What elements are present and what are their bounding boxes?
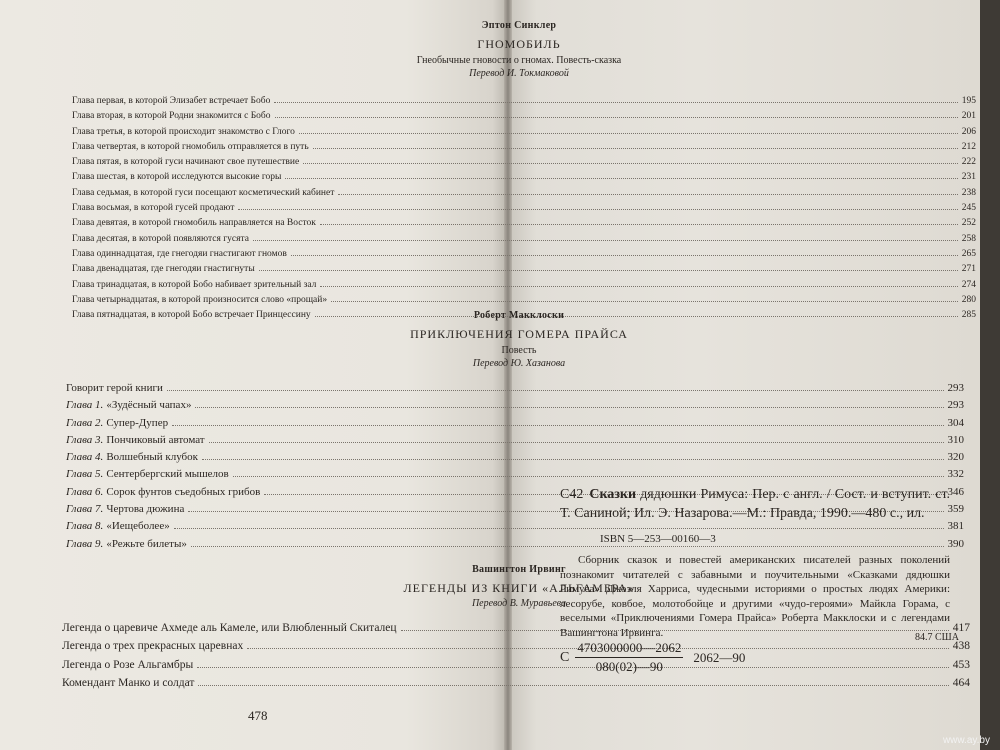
dot-leader <box>238 209 957 210</box>
dot-leader <box>274 102 957 103</box>
entry-page: 201 <box>961 111 976 122</box>
entry-title: Глава пятая, в которой гуси начинают свое путешествие <box>72 157 300 168</box>
toc-entry <box>72 111 976 126</box>
entry-title: Сентербергский мышелов <box>106 468 229 481</box>
entry-page: 310 <box>947 433 964 446</box>
entry-title: Глава пятнадцатая, в которой Бобо встречает Принцессину <box>72 310 311 321</box>
toc-entry <box>72 249 976 264</box>
toc-entry <box>72 96 976 111</box>
dot-leader <box>285 178 957 179</box>
toc-entry <box>62 677 970 695</box>
chapter-number: Глава 8. <box>66 520 104 533</box>
formula-code: 2062—90 <box>693 649 746 665</box>
entry-page: 222 <box>961 157 976 168</box>
author-name: Роберт Макклоски <box>473 310 565 321</box>
entry-page: 464 <box>952 676 970 689</box>
toc-entry <box>72 295 976 310</box>
entry-title: «Зудёсный чапах» <box>106 399 192 412</box>
formula-fraction <box>575 640 683 675</box>
toc-entry <box>62 659 970 677</box>
page-number: 478 <box>248 708 268 723</box>
formula-numerator: 4703000000—2062 <box>575 640 683 658</box>
translator: Перевод В. Муравьева <box>471 598 567 609</box>
section-mccloskey <box>60 310 978 369</box>
toc-entry <box>72 188 976 203</box>
entry-title: Глава шестая, в которой исследуются высокие горы <box>72 172 282 183</box>
watermark: www.ay.by <box>942 735 990 746</box>
translator: Перевод Ю. Хазанова <box>472 358 566 369</box>
toc-entry <box>72 172 976 187</box>
dot-leader <box>195 407 943 408</box>
entry-page: 195 <box>961 96 976 106</box>
toc-entry <box>66 451 964 468</box>
entry-title: «Иещеболее» <box>106 520 170 533</box>
chapter-number: Глава 1. <box>66 399 104 412</box>
entry-title: Говорит герой книги <box>66 382 163 394</box>
entry-page: 346 <box>947 485 964 498</box>
entry-title: Глава седьмая, в которой гуси посещают косметический кабинет <box>72 187 335 198</box>
entry-title: Глава четвертая, в которой гномобиль отправляется в путь <box>72 141 309 152</box>
entry-title: Глава восьмая, в которой гусей продают <box>72 203 235 214</box>
toc-entry <box>72 264 976 279</box>
chapter-number: Глава 6. <box>66 485 104 498</box>
entry-title: Легенда о трех прекрасных царевнах <box>62 640 244 653</box>
classification-code: С42 <box>560 487 584 502</box>
toc-entry <box>72 234 976 249</box>
toc-entry <box>72 203 976 218</box>
dot-leader <box>299 133 958 134</box>
catalog-card <box>560 485 950 640</box>
translator: Перевод И. Токмаковой <box>469 68 569 79</box>
entry-title: Легенда о царевиче Ахмеде аль Камеле, или Влюбленный Скиталец <box>62 622 397 634</box>
entry-title: Комендант Манко и солдат <box>62 676 195 689</box>
work-subtitle: Гнеобычные гновости о гномах. Повесть-сказка <box>416 55 622 66</box>
entry-page: 293 <box>947 382 964 394</box>
entry-page: 332 <box>947 468 964 481</box>
entry-page: 238 <box>961 187 976 198</box>
catalog-formula <box>560 640 745 675</box>
dot-leader <box>198 685 948 686</box>
formula-denominator: 080(02)—90 <box>595 659 663 674</box>
book-title: Сказки <box>589 487 637 502</box>
entry-page: 274 <box>961 279 976 290</box>
annotation: Сборник сказок и повестей американских писателей разных поколений познакомит читателей с забавными и поучительными «Сказками дядюшки Римуса» Джоэля Харриса, чудесными историями о простых людях Америки: лесорубе, ковбое, молотобойце и другими «чудо-героями» Майкла Горама, с веселыми «Приключениями Гомера Прайса» Роберта Макклоски и с легендами Вашингтона Ирвинга. <box>560 554 950 639</box>
toc-entry <box>72 142 976 157</box>
entry-title: Глава первая, в которой Элизабет встречает Бобо <box>72 96 271 106</box>
author-name: Эптон Синклер <box>481 20 557 31</box>
entry-page: 231 <box>961 172 976 183</box>
entry-page: 252 <box>961 218 976 229</box>
dot-leader <box>202 459 944 460</box>
chapter-number: Глава 2. <box>66 416 104 429</box>
toc-entry <box>72 157 976 172</box>
dot-leader <box>233 476 944 477</box>
chapter-number: Глава 3. <box>66 433 104 446</box>
entry-page: 206 <box>961 126 976 137</box>
entry-title: Легенда о Розе Альгамбры <box>62 658 194 671</box>
dot-leader <box>209 442 944 443</box>
toc-entry <box>66 417 964 434</box>
toc-entry <box>66 434 964 451</box>
entry-page: 280 <box>961 294 976 305</box>
entry-page: 271 <box>961 264 976 275</box>
entry-title: Глава десятая, в которой появляются гусята <box>72 233 249 244</box>
entry-page: 453 <box>952 658 970 671</box>
dot-leader <box>259 270 958 271</box>
dot-leader <box>313 148 958 149</box>
dot-leader <box>320 286 957 287</box>
entry-title: Волшебный клубок <box>106 451 198 464</box>
entry-page: 304 <box>947 416 964 429</box>
entry-page: 265 <box>961 248 976 259</box>
entry-page: 293 <box>947 399 964 412</box>
dot-leader <box>275 117 958 118</box>
entry-page: 417 <box>952 622 970 634</box>
dot-leader <box>338 194 957 195</box>
entry-page: 359 <box>947 503 964 516</box>
entry-title: Глава четырнадцатая, в которой произносится слово «прощай» <box>72 294 328 305</box>
toc-entry <box>72 218 976 233</box>
entry-title: Пончиковый автомат <box>106 433 205 446</box>
entry-title: Чертова дюжина <box>106 503 185 516</box>
entry-page: 390 <box>947 537 964 550</box>
toc-entry <box>62 640 970 658</box>
dot-leader <box>320 224 958 225</box>
dot-leader <box>167 390 944 391</box>
library-classification: 84.7 США <box>915 632 959 643</box>
record-text: дядюшки Римуса: Пер. с англ. / Сост. и вступит. ст. Т. Саниной; Ил. Э. Назарова.—М.: Правда, 1990.—480 с., ил. <box>560 487 951 521</box>
dot-leader <box>253 240 958 241</box>
entry-title: Глава одиннадцатая, где гнегодяи гнастигают гномов <box>72 248 287 259</box>
author-name: Вашингтон Ирвинг <box>472 564 566 575</box>
entry-page: 320 <box>947 451 964 464</box>
entry-page: 438 <box>952 640 970 653</box>
dot-leader <box>303 163 958 164</box>
entry-title: Сорок фунтов съедобных грибов <box>106 485 261 498</box>
entry-page: 381 <box>947 520 964 533</box>
chapter-number: Глава 9. <box>66 537 104 550</box>
toc-entry <box>66 399 964 416</box>
formula-prefix: С <box>560 649 570 665</box>
entry-title: Глава девятая, в которой гномобиль направляется на Восток <box>72 218 316 229</box>
entry-title: «Режьте билеты» <box>106 537 187 550</box>
work-title: ЛЕГЕНДЫ ИЗ КНИГИ «АЛЬГАМБРА» <box>403 581 635 595</box>
chapter-number: Глава 4. <box>66 451 104 464</box>
dot-leader <box>172 425 943 426</box>
toc-entry <box>66 468 964 485</box>
entry-title: Глава тринадцатая, в которой Бобо набивает зрительный зал <box>72 279 317 290</box>
entry-title: Глава третья, в которой происходит знакомство с Глого <box>72 126 295 137</box>
entry-title: Глава двенадцатая, где гнегодяи гнастигнуты <box>72 264 255 275</box>
dot-leader <box>331 301 958 302</box>
dot-leader <box>291 255 958 256</box>
section-sinclair <box>60 20 978 79</box>
entry-title: Глава вторая, в которой Родни знакомится с Бобо <box>72 111 271 122</box>
bibliographic-record <box>560 485 950 523</box>
entry-page: 285 <box>961 310 976 321</box>
entry-page: 245 <box>961 203 976 214</box>
entry-title: Супер-Дупер <box>106 416 169 429</box>
isbn: ISBN 5—253—00160—3 <box>600 533 716 545</box>
entry-page: 258 <box>961 233 976 244</box>
work-subtitle: Повесть <box>501 345 537 356</box>
entry-page: 212 <box>961 141 976 152</box>
chapter-number: Глава 5. <box>66 468 104 481</box>
toc-entry <box>66 382 964 399</box>
work-title: ГНОМОБИЛЬ <box>477 37 561 51</box>
toc-entry <box>72 280 976 295</box>
work-title: ПРИКЛЮЧЕНИЯ ГОМЕРА ПРАЙСА <box>410 327 628 341</box>
chapter-number: Глава 7. <box>66 503 104 516</box>
toc-sinclair <box>72 96 976 325</box>
toc-entry <box>72 127 976 142</box>
